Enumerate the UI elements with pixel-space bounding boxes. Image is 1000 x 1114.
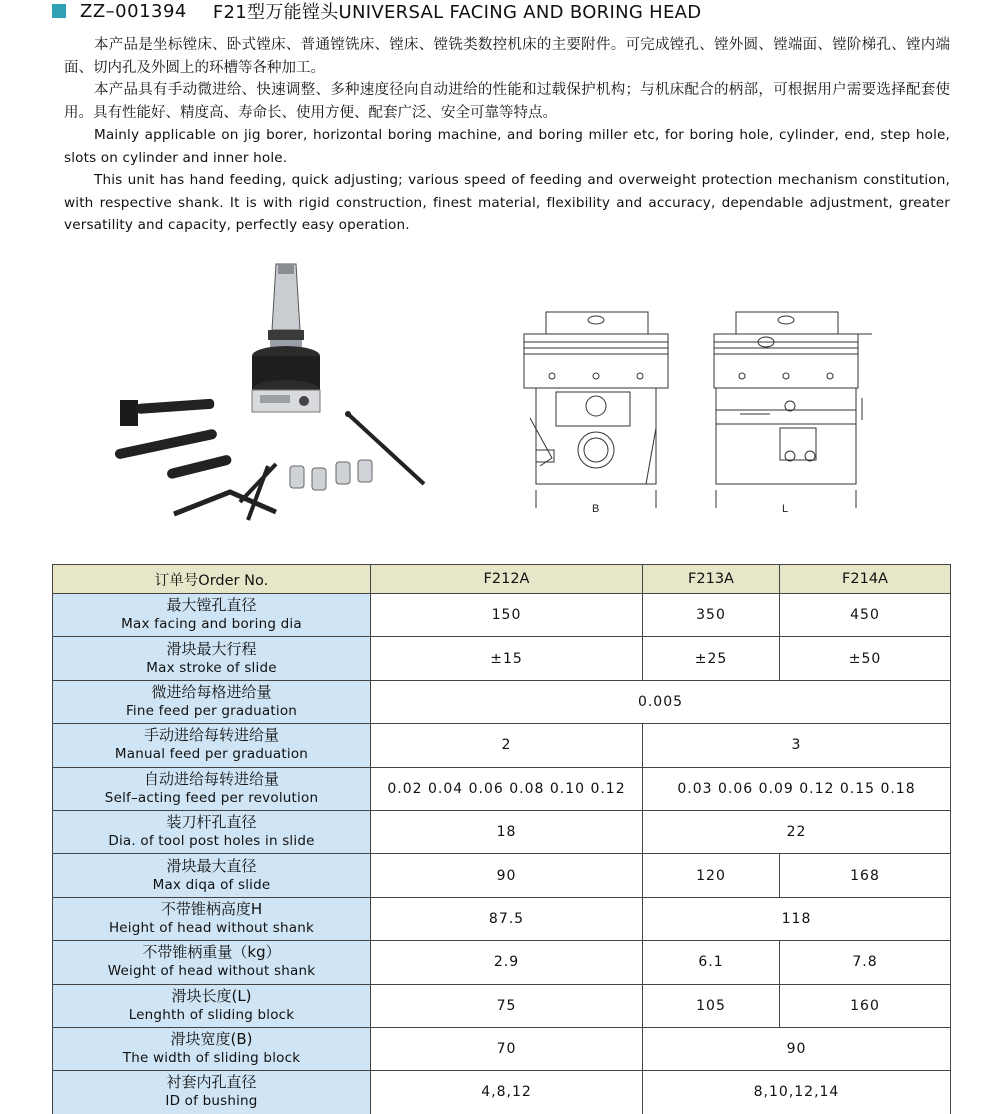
- label-cn: 不带锥柄重量（kg）: [142, 943, 281, 962]
- label-cn: 微进给每格进给量: [151, 682, 272, 701]
- label-en: Dia. of tool post holes in slide: [108, 833, 315, 850]
- row-label: [53, 594, 371, 637]
- label-en: Lenghth of sliding block: [128, 1006, 295, 1023]
- technical-drawing: [510, 298, 890, 520]
- value-all-models: 0.005: [371, 680, 951, 723]
- value-f214a: 450: [780, 594, 951, 637]
- table-row: [53, 767, 951, 810]
- label-en: Height of head without shank: [108, 919, 315, 936]
- value-f213a: 105: [643, 984, 780, 1027]
- drawing-label-b: B: [592, 503, 600, 515]
- row-label: [53, 984, 371, 1027]
- table-header-row: [53, 565, 951, 594]
- header-f214a: F214A: [780, 565, 951, 594]
- value-f212a: 87.5: [371, 897, 643, 940]
- intro-paragraph-en-1: Mainly applicable on jig borer, horizontal boring machine, and boring miller etc, for boring hole, cylinder, end, step hole, slots on cylinder and inner hole.: [64, 127, 950, 166]
- header-f213a: F213A: [643, 565, 780, 594]
- table-row: [53, 594, 951, 637]
- row-label: [53, 637, 371, 680]
- row-label: [53, 724, 371, 767]
- drawing-label-l: L: [782, 503, 789, 515]
- label-cn: 最大镗孔直径: [166, 596, 257, 615]
- value-f212a: 18: [371, 810, 643, 853]
- label-en: Fine feed per graduation: [125, 702, 298, 719]
- value-f214a: ±50: [780, 637, 951, 680]
- value-f212a: 2: [371, 724, 643, 767]
- value-f214a: 7.8: [780, 941, 951, 984]
- value-f213a: 350: [643, 594, 780, 637]
- intro-paragraph-cn-2: 本产品具有手动微进给、快速调整、多种速度径向自动进给的性能和过载保护机构；与机床配合的柄部，可根据用户需要选择配套使用。具有性能好、精度高、寿命长、使用方便、配套广泛、安全可靠等特点。: [64, 82, 950, 121]
- table-row: [53, 724, 951, 767]
- label-en: Manual feed per graduation: [114, 746, 309, 763]
- table-row: [53, 984, 951, 1027]
- value-f213a: 6.1: [643, 941, 780, 984]
- label-en: Max facing and boring dia: [121, 616, 302, 633]
- label-cn: 装刀杆孔直径: [166, 813, 257, 832]
- value-f213a-f214a: 22: [643, 810, 951, 853]
- label-cn: 滑块宽度(B): [170, 1030, 253, 1049]
- value-f212a: 0.02 0.04 0.06 0.08 0.10 0.12: [371, 767, 643, 810]
- value-f212a: 4,8,12: [371, 1071, 643, 1114]
- value-f213a: 120: [643, 854, 780, 897]
- label-en: Self–acting feed per revolution: [104, 789, 319, 806]
- row-label: [53, 1027, 371, 1070]
- label-cn: 不带锥柄高度H: [160, 899, 263, 918]
- table-row: [53, 637, 951, 680]
- label-en: Max diqa of slide: [152, 876, 271, 893]
- header-order-no: 订单号Order No.: [53, 565, 371, 594]
- page-header: [52, 0, 701, 22]
- value-f213a-f214a: 0.03 0.06 0.09 0.12 0.15 0.18: [643, 767, 951, 810]
- table-row: [53, 1071, 951, 1114]
- label-en: ID of bushing: [165, 1093, 258, 1110]
- row-label: [53, 854, 371, 897]
- value-f214a: 160: [780, 984, 951, 1027]
- table-row: [53, 1027, 951, 1070]
- label-cn: 滑块长度(L): [171, 986, 252, 1005]
- value-f213a-f214a: 118: [643, 897, 951, 940]
- label-en: Max stroke of slide: [146, 659, 277, 676]
- value-f213a-f214a: 90: [643, 1027, 951, 1070]
- value-f212a: ±15: [371, 637, 643, 680]
- product-code: ZZ–001394: [80, 0, 187, 22]
- label-cn: 自动进给每转进给量: [143, 769, 279, 788]
- value-f213a-f214a: 3: [643, 724, 951, 767]
- row-label: [53, 767, 371, 810]
- intro-paragraph-en-2: This unit has hand feeding, quick adjusting; various speed of feeding and overweight protection mechanism constitution, with respective shank. It is with rigid construction, finest material, flexibility and accuracy, dependable adjustment, greater versatility and capacity, perfectly easy operation.: [64, 172, 950, 233]
- table-row: [53, 854, 951, 897]
- label-en: The width of sliding block: [122, 1050, 301, 1067]
- header-f212a: F212A: [371, 565, 643, 594]
- label-cn: 滑块最大直径: [166, 856, 257, 875]
- intro-text: [64, 34, 950, 237]
- row-label: [53, 680, 371, 723]
- label-cn: 滑块最大行程: [166, 639, 257, 658]
- product-photo: [100, 252, 450, 532]
- value-f212a: 2.9: [371, 941, 643, 984]
- value-f212a: 90: [371, 854, 643, 897]
- intro-paragraph-cn-1: 本产品是坐标镗床、卧式镗床、普通镗铣床、镗床、镗铣类数控机床的主要附件。可完成镗孔、镗外圆、镗端面、镗阶梯孔、镗内端面、切内孔及外圆上的环槽等各种加工。: [64, 37, 950, 76]
- table-row: [53, 941, 951, 984]
- row-label: [53, 810, 371, 853]
- value-f214a: 168: [780, 854, 951, 897]
- value-f212a: 150: [371, 594, 643, 637]
- value-f212a: 70: [371, 1027, 643, 1070]
- table-row: [53, 680, 951, 723]
- label-cn: 手动进给每转进给量: [143, 726, 279, 745]
- teal-square-marker: [52, 4, 66, 18]
- row-label: [53, 941, 371, 984]
- label-en: Weight of head without shank: [107, 963, 316, 980]
- table-row: [53, 810, 951, 853]
- page-title: F21型万能镗头UNIVERSAL FACING AND BORING HEAD: [212, 2, 702, 23]
- spec-table: [52, 564, 951, 1114]
- table-row: [53, 897, 951, 940]
- row-label: [53, 897, 371, 940]
- label-cn: 衬套内孔直径: [166, 1073, 257, 1092]
- value-f213a: ±25: [643, 637, 780, 680]
- row-label: [53, 1071, 371, 1114]
- value-f213a-f214a: 8,10,12,14: [643, 1071, 951, 1114]
- value-f212a: 75: [371, 984, 643, 1027]
